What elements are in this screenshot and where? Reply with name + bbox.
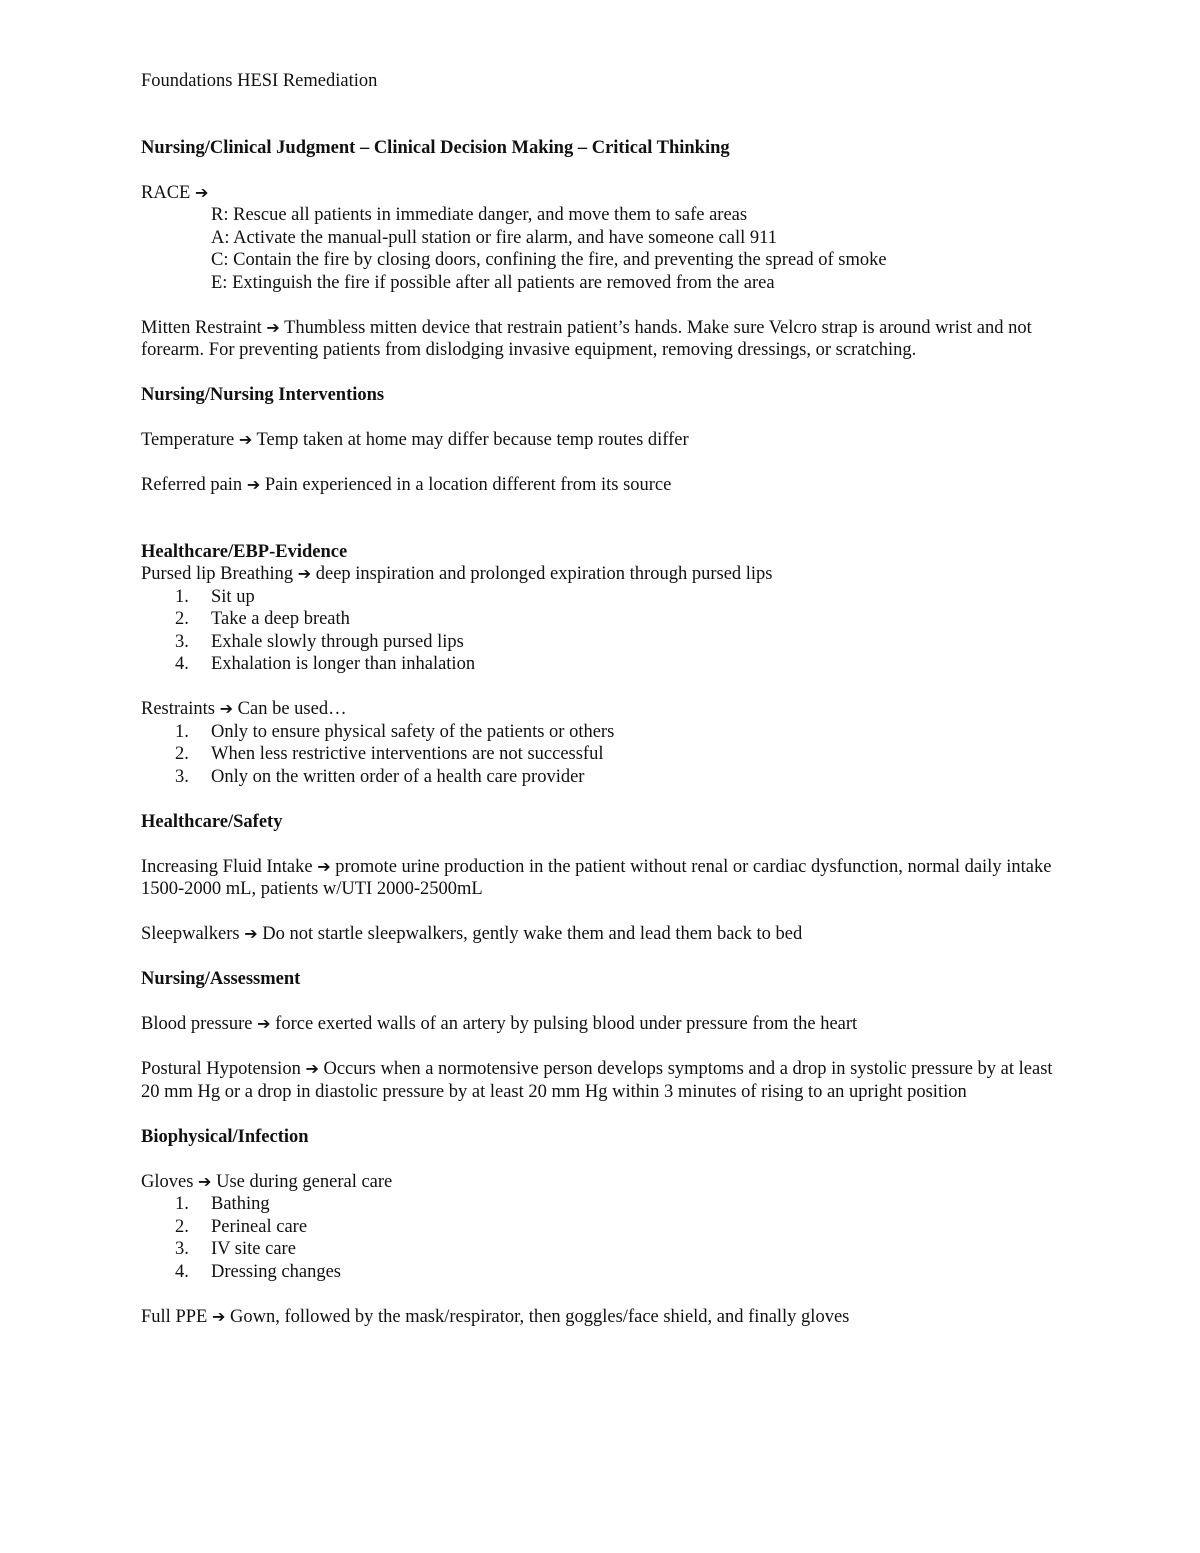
full-ppe-text: Gown, followed by the mask/respirator, then goggles/face shield, and finally gloves xyxy=(229,1306,850,1327)
referred-pain-text: Pain experienced in a location different from its source xyxy=(264,475,672,495)
arrow-icon: ➔ xyxy=(244,924,258,943)
list-item: 3. Only on the written order of a health care provider xyxy=(175,766,585,787)
mitten-restraint-paragraph xyxy=(141,317,1071,362)
arrow-icon: ➔ xyxy=(219,699,234,718)
temperature-label: Temperature xyxy=(141,430,235,450)
document-page xyxy=(141,70,1071,1328)
restraints-paragraph xyxy=(141,698,1071,721)
section-heading-nursing-interventions: Nursing/Nursing Interventions xyxy=(141,385,385,405)
list-item: 4. Exhalation is longer than inhalation xyxy=(175,654,476,674)
arrow-icon: ➔ xyxy=(257,1014,271,1033)
pursed-lip-label: Pursed lip Breathing xyxy=(141,564,294,584)
sleepwalkers-label: Sleepwalkers xyxy=(141,924,240,944)
pursed-lip-paragraph xyxy=(141,563,1071,586)
race-list xyxy=(141,204,1071,294)
section-heading-clinical-judgment: Nursing/Clinical Judgment – Clinical Decision Making – Critical Thinking xyxy=(141,137,730,158)
race-item-c: C: Contain the fire by closing doors, confining the fire, and preventing the spread of smoke xyxy=(211,250,887,270)
race-item-a: A: Activate the manual-pull station or fire alarm, and have someone call 911 xyxy=(211,227,777,248)
section-heading-safety: Healthcare/Safety xyxy=(141,811,283,832)
arrow-icon: ➔ xyxy=(246,475,261,494)
arrow-icon: ➔ xyxy=(297,564,312,583)
fluid-intake-paragraph xyxy=(141,856,1071,901)
race-item-r: R: Rescue all patients in immediate danger, and move them to safe areas xyxy=(211,205,748,225)
fluid-intake-label: Increasing Fluid Intake xyxy=(141,856,313,877)
mitten-label: Mitten Restraint xyxy=(141,317,262,338)
arrow-icon: ➔ xyxy=(238,430,253,449)
arrow-icon: ➔ xyxy=(198,1171,212,1191)
list-item: 4. Dressing changes xyxy=(175,1261,341,1282)
postural-hypotension-paragraph xyxy=(141,1058,1071,1103)
gloves-text: Use during general care xyxy=(216,1171,393,1192)
arrow-icon: ➔ xyxy=(194,182,209,202)
restraints-text: Can be used… xyxy=(237,699,347,719)
restraints-list xyxy=(141,721,1071,789)
pursed-lip-text: deep inspiration and prolonged expiration through pursed lips xyxy=(315,564,773,584)
blood-pressure-text: force exerted walls of an artery by pulsing blood under pressure from the heart xyxy=(275,1014,858,1034)
list-item: 3. IV site care xyxy=(175,1239,296,1259)
list-item: 2. When less restrictive interventions are not successful xyxy=(175,744,604,764)
list-item: 2. Take a deep breath xyxy=(175,609,350,629)
blood-pressure-label: Blood pressure xyxy=(141,1014,253,1034)
arrow-icon: ➔ xyxy=(266,317,280,337)
section-heading-ebp-evidence: Healthcare/EBP-Evidence xyxy=(141,541,348,562)
full-ppe-label: Full PPE xyxy=(141,1306,208,1327)
pursed-lip-steps xyxy=(141,586,1071,676)
arrow-icon: ➔ xyxy=(305,1059,319,1078)
section-heading-infection: Biophysical/Infection xyxy=(141,1126,309,1147)
section-heading-assessment: Nursing/Assessment xyxy=(141,969,301,989)
postural-hypotension-label: Postural Hypotension xyxy=(141,1059,301,1079)
mitten-text: Thumbless mitten device that restrain patient’s hands. Make sure Velcro strap is around wrist and not forearm. For preventing patients from dislodging invasive equipment, removing dressings, or scratching. xyxy=(141,317,1032,360)
list-item: 3. Exhale slowly through pursed lips xyxy=(175,631,464,652)
arrow-icon: ➔ xyxy=(317,856,331,876)
list-item: 1. Bathing xyxy=(175,1194,270,1214)
restraints-label: Restraints xyxy=(141,699,215,719)
postural-hypotension-text: Occurs when a normotensive person develops symptoms and a drop in systolic pressure by at least 20 mm Hg or a drop in diastolic pressure by at least 20 mm Hg within 3 minutes of rising to an upright position xyxy=(141,1059,1053,1102)
document-title: Foundations HESI Remediation xyxy=(141,71,378,91)
referred-pain-label: Referred pain xyxy=(141,475,243,495)
race-label: RACE xyxy=(141,182,191,203)
list-item: 1. Only to ensure physical safety of the patients or others xyxy=(175,721,615,742)
list-item: 1. Sit up xyxy=(175,586,255,607)
race-label-line xyxy=(141,182,1071,205)
arrow-icon: ➔ xyxy=(211,1306,226,1326)
full-ppe-paragraph xyxy=(141,1306,1071,1329)
temperature-paragraph xyxy=(141,429,1071,452)
gloves-paragraph xyxy=(141,1171,1071,1194)
fluid-intake-text: promote urine production in the patient without renal or cardiac dysfunction, normal daily intake 1500-2000 mL, patients w/UTI 2000-2500mL xyxy=(141,856,1052,899)
list-item: 2. Perineal care xyxy=(175,1216,308,1237)
race-item-e: E: Extinguish the fire if possible after all patients are removed from the area xyxy=(211,272,775,293)
temperature-text: Temp taken at home may differ because temp routes differ xyxy=(256,430,689,450)
blood-pressure-paragraph xyxy=(141,1013,1071,1036)
sleepwalkers-text: Do not startle sleepwalkers, gently wake them and lead them back to bed xyxy=(262,924,803,944)
sleepwalkers-paragraph xyxy=(141,923,1071,946)
gloves-list xyxy=(141,1193,1071,1283)
referred-pain-paragraph xyxy=(141,474,1071,497)
gloves-label: Gloves xyxy=(141,1171,194,1192)
